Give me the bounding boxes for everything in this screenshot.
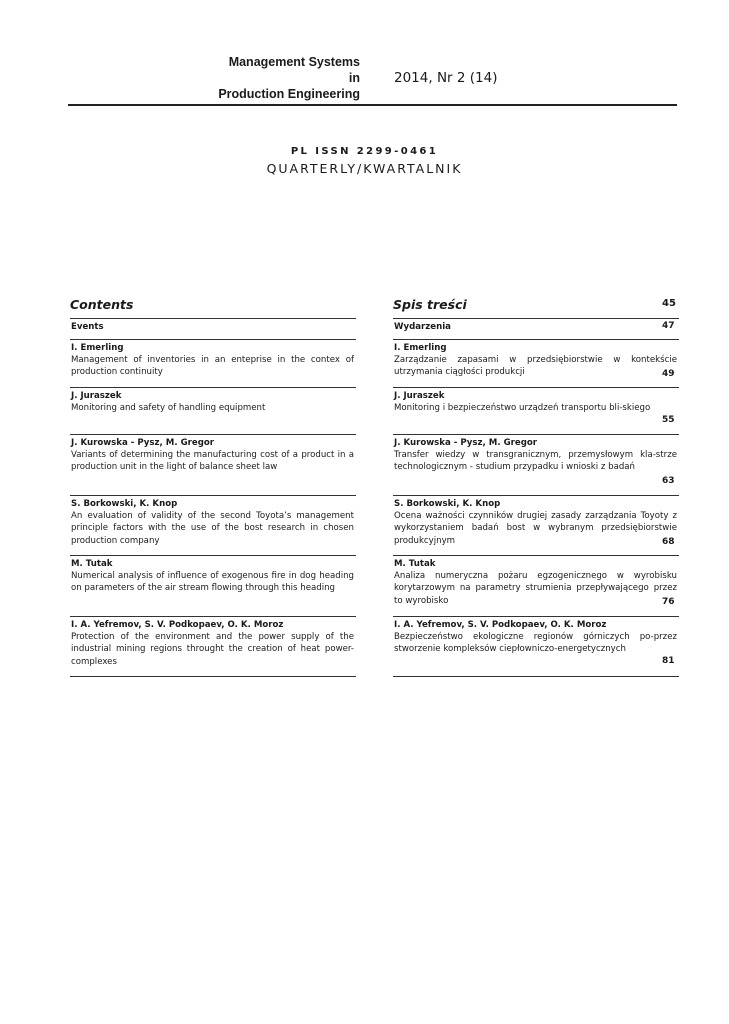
page-number: 49 — [662, 369, 675, 379]
entry-authors: J. Juraszek — [71, 391, 122, 401]
toc-entry — [70, 340, 356, 387]
issue-number: 2014, Nr 2 (14) — [394, 70, 498, 86]
toc-entry — [70, 496, 356, 555]
journal-title-line1: Management Systems — [228, 55, 360, 69]
divider — [393, 676, 679, 677]
entry-title: Ocena ważności czynników drugiej zasady zarządzania Toyoty z wykorzystaniem badań bost w wybranym przedsiębiorstwie produkcyjnym — [394, 511, 677, 546]
journal-title — [190, 54, 360, 102]
contents-column — [70, 296, 356, 677]
entry-authors: M. Tutak — [71, 559, 113, 569]
journal-title-line3: Production Engineering — [218, 87, 360, 101]
page-number: 81 — [662, 656, 675, 666]
entry-authors: S. Borkowski, K. Knop — [71, 499, 178, 509]
page-number: 55 — [662, 415, 675, 425]
toc-entry — [393, 556, 679, 616]
entry-title: Protection of the environment and the power supply of the industrial mining regions throught the creation of heat power-complexes — [71, 632, 354, 667]
page-number: 63 — [662, 476, 675, 486]
section-wydarzenia: Wydarzenia — [394, 322, 451, 332]
toc-entry — [70, 435, 356, 495]
page-number: 76 — [662, 597, 675, 607]
toc-entry — [393, 340, 679, 387]
page-number: 47 — [662, 321, 675, 331]
entry-title: An evaluation of validity of the second Toyota’s management principle factors with the use of the bost research in chosen production company — [71, 511, 354, 546]
frequency: QUARTERLY/KWARTALNIK — [266, 161, 463, 176]
contents-title: Contents — [70, 297, 134, 312]
entry-title: Variants of determining the manufacturing cost of a product in a production unit in the light of balance sheet law — [71, 450, 354, 473]
page-number: 68 — [662, 537, 675, 547]
entry-title: Transfer wiedzy w transgranicznym, przemysłowym kla-strze technologicznym - studium przypadku i wnioski z badań — [394, 450, 677, 473]
entry-authors: J. Kurowska - Pysz, M. Gregor — [71, 438, 214, 448]
entry-title: Numerical analysis of influence of exogenous fire in dog heading on parameters of the air stream flowing through this heading — [71, 571, 354, 594]
entry-authors: J. Juraszek — [394, 391, 445, 401]
entry-authors: I. Emerling — [394, 343, 447, 353]
issn: PL ISSN 2299-0461 — [290, 146, 439, 157]
header-divider — [68, 104, 677, 106]
entry-title: Management of inventories in an enteprise in the contex of production continuity — [71, 355, 354, 378]
toc-entry — [70, 388, 356, 434]
entry-authors: S. Borkowski, K. Knop — [394, 499, 501, 509]
entry-authors: J. Kurowska - Pysz, M. Gregor — [394, 438, 537, 448]
entry-title: Bezpieczeństwo ekologiczne regionów górniczych po-przez stworzenie kompleksów ciepłowniczo-energetycznych — [394, 632, 677, 655]
entry-authors: I. Emerling — [71, 343, 124, 353]
spis-tresci-title: Spis treści — [393, 297, 467, 312]
entry-title: Monitoring and safety of handling equipment — [71, 403, 266, 414]
toc-entry — [70, 617, 356, 676]
entry-title: Zarządzanie zapasami w przedsiębiorstwie w kontekście utrzymania ciągłości produkcji — [394, 355, 677, 378]
journal-title-line2: in — [348, 71, 360, 85]
toc-entry — [70, 556, 356, 616]
section-events: Events — [71, 322, 104, 332]
entry-authors: M. Tutak — [394, 559, 436, 569]
toc-entry — [393, 388, 679, 434]
toc-entry — [393, 496, 679, 555]
divider — [70, 676, 356, 677]
page-number: 45 — [662, 298, 676, 309]
toc-entry — [393, 617, 679, 676]
spis-tresci-column — [393, 296, 679, 677]
entry-title: Monitoring i bezpieczeństwo urządzeń transportu bli-skiego — [394, 403, 651, 414]
entry-title: Analiza numeryczna pożaru egzogenicznego w wyrobisku korytarzowym na parametry strumienia przepływającego przez to wyrobisko — [394, 571, 677, 606]
toc-entry — [393, 435, 679, 495]
entry-authors: I. A. Yefremov, S. V. Podkopaev, O. K. Moroz — [71, 620, 284, 630]
entry-authors: I. A. Yefremov, S. V. Podkopaev, O. K. Moroz — [394, 620, 607, 630]
